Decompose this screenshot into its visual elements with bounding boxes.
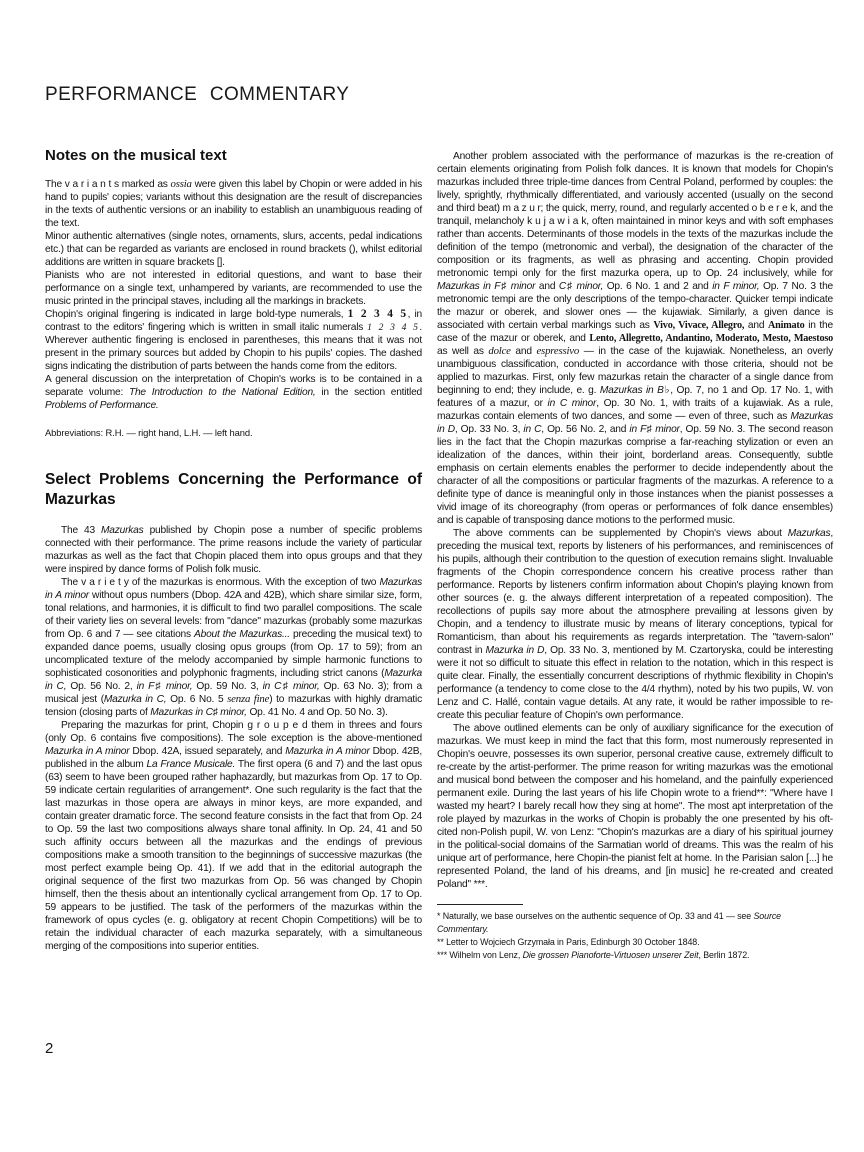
left-column — [45, 146, 422, 953]
text-segment: , Op. 30 No. 1, with traits of a kujawiak. As a rule, mazurkas contain elements of two dances, and some — even of three, such as — [437, 398, 833, 422]
styled-text-segment: in C♯ minor, — [262, 681, 320, 692]
paragraph — [45, 524, 422, 576]
text-segment: The 43 — [61, 525, 101, 536]
text-segment: in the case of the mazur or oberek, and — [437, 320, 833, 344]
text-segment: published by Chopin pose a number of specific problems connected with their performance. The prime reasons include the variety of particular mazurkas as well as the fact that Chopin placed them into opus groups and that they were inspired by dance forms of Polish folk music. — [45, 525, 422, 575]
styled-text-segment: Mazurkas in A minor — [45, 577, 422, 601]
styled-text-segment: in C — [523, 424, 542, 435]
styled-text-segment: Mazurka in C, — [45, 668, 422, 692]
text-segment: Op. 59 No. 3, — [192, 681, 263, 692]
text-segment: Dbop. 42B, published in the album — [45, 746, 422, 770]
paragraph — [437, 910, 833, 936]
mazurkas-section-body — [45, 524, 422, 953]
footnote-separator-rule — [437, 904, 523, 905]
styled-text-segment: Mazurkas in D — [437, 411, 833, 435]
styled-text-segment: Mazurkas in C♯ minor, — [150, 707, 247, 718]
text-segment: , Berlin 1872. — [698, 950, 750, 960]
styled-text-segment: Mazurka in C, — [103, 694, 167, 705]
text-segment: Minor authentic alternatives (single notes, ornaments, slurs, accents, pedal indications etc.) that can be regarded as variants are enclosed in round brackets (), whilst editorial additions are written in square brackets []. — [45, 231, 422, 268]
styled-text-segment: senza fine — [227, 693, 270, 705]
text-segment: , Op. 7, no 1 and Op. 17 No. 1, with features of a mazur, or — [437, 385, 833, 409]
text-segment: as well as — [437, 346, 489, 357]
paragraph — [45, 719, 422, 953]
styled-text-segment: espressivo — [536, 345, 580, 357]
text-segment: The first opera (6 and 7) and the last opus (63) seem to have been grouped rather haphazardly, but mazurkas from Op. 17 to Op. 59 indicate certain regularities of arrangement*. One such regularity is the fact that the last mazurkas in those opera are always in minor keys, are more expanded, and contain greater dramatic force. The second feature consists in the fact that from Op. 24 to Op. 59 the last two compositions always share tonal affinity. In Op. 24, 41 and 50 such affinity occurs between all the mazurkas and the endings of previous compositions make a smooth transition to the beginnings of successive mazurkas (the most perfect example being Op. 41). If we add that in the editorial autograph the original sequence of the first two mazurkas from Op. 56 was changed by Chopin himself, then the thesis about an intentionally cyclical arrangement from Op. 17 to Op. 59 appears to be justified. The task of the performers of the mazurkas within the framework of opus cycles (e. g. obligatory at recent Chopin Competitions) will be to retain the individual character of each mazurka separately, with a simultaneous merging of the compositions into superior entities. — [45, 759, 422, 952]
text-segment: preceding the musical text) to expanded dance poems, usually closing opus groups (from Op. 17 to 59); from an uncomplicated texture of the melody accompanied by simple harmonic functions to sophisticated cosonorities and polyphonic fragments, including strict canons ( — [45, 629, 422, 679]
right-column — [437, 150, 833, 962]
styled-text-segment: in C minor — [547, 398, 597, 409]
text-segment: were given this label by Chopin or were added in his hand to pupils' copies; variants without this designation are the result of discrepancies in the texts of authentic versions or an inability to establish an unambiguous reading of the text. — [45, 179, 423, 229]
styled-text-segment: Mazurka in D — [485, 645, 545, 656]
text-segment: The v a r i e t y of the mazurkas is enormous. With the exception of two — [61, 577, 380, 588]
text-segment: without opus numbers (Dbop. 42A and 42B), which share similar size, form, tonal relations, and harmonies, it is difficult to find two parallel compositions. The scale of their variety lies on several levels: from "dance" mazurkas (probably some mazurkas from Op. 6 and 7 — see citations — [45, 590, 422, 640]
text-segment: ) to mazurkas with highly dramatic tension (closing parts of — [45, 694, 422, 718]
styled-text-segment: Vivo, Vivace, Allegro, — [653, 320, 745, 331]
paragraph — [45, 178, 422, 230]
text-segment: and — [535, 281, 559, 292]
text-segment: A general discussion on the interpretation of Chopin's works is to be contained in a separate volume: — [45, 374, 422, 398]
styled-text-segment: Mazurka in A minor — [45, 746, 130, 757]
text-segment: The above comments can be supplemented by Chopin's views about — [453, 528, 788, 539]
styled-text-segment: Mazurka in A minor — [285, 746, 370, 757]
text-segment: Op. 6 No. 5 — [166, 694, 228, 705]
styled-text-segment: The Introduction to the National Edition, — [128, 387, 316, 398]
text-segment: Abbreviations: R.H. — right hand, L.H. — left hand. — [45, 427, 253, 438]
footnotes — [437, 910, 833, 962]
styled-text-segment: Mazurkas in F♯ minor — [437, 281, 536, 292]
text-segment: Op. 7 No. 3 the metronomic tempi are the only descriptions of the tempo-character. Quicker tempi indicate the mazur or oberek, and slower ones — the kujawiak. Similarly, a given dance is associated with certain verbal markings such as — [437, 281, 833, 331]
text-segment: , preceding the musical text, reports by listeners of his performances, and reminiscences of his pupils, although their contribution to the question of execution remains slight. Invaluable fragments of the Chopin correspondence concern his creative process rather than performance. Reports by listeners confirm information about Chopin's playing known from other sources (e. g. the always different interpretation of a repeated composition). The recollections of pupils say more about the atmosphere prevailing at lessons given by Chopin, and a tendency to illustrate music by means of literary conceptions, typical for Romanticism, than about his requirements as regards interpretation. The "tavern-salon" contrast in — [437, 528, 833, 656]
text-segment: Preparing the mazurkas for print, Chopin g r o u p e d them in threes and fours (only Op. 6 contains five compositions). The sole exception is the above-mentioned — [45, 720, 422, 744]
paragraph — [45, 576, 422, 719]
paragraph — [437, 722, 833, 891]
paragraph — [437, 936, 833, 949]
page-title: PERFORMANCE COMMENTARY — [45, 84, 350, 105]
text-segment: Pianists who are not interested in editorial questions, and want to base their performance on a single text, unhampered by variants, are recommended to use the music printed in the principal staves, including all the markings in brackets. — [45, 270, 422, 307]
paragraph — [45, 373, 422, 412]
paragraph — [45, 230, 422, 269]
styled-text-segment: 1 2 3 4 5 — [347, 308, 408, 320]
text-segment: Op. 56 No. 2, — [66, 681, 137, 692]
paragraph — [45, 308, 422, 373]
text-segment: Op. 6 No. 1 and 2 and — [603, 281, 713, 292]
styled-text-segment: C♯ minor, — [558, 281, 604, 292]
right-column-body — [437, 150, 833, 891]
text-segment: Op. 41 No. 4 and Op. 50 No. 3). — [246, 707, 388, 718]
text-segment: Op. 63 No. 3); from a musical jest ( — [45, 681, 423, 705]
section-heading-notes: Notes on the musical text — [45, 147, 227, 164]
styled-text-segment: La France Musicale. — [146, 759, 236, 770]
styled-text-segment: Mazurkas — [100, 525, 144, 536]
text-segment: , Op. 59 No. 3. The second reason lies in the fact that the Chopin mazurkas comprise a far-reaching stylization or even an idealization of the dances, within their joint, borderland areas. Consequently, subtle emphasis on certain elements enables the performer to decide independently about the character of all the compositions or particular fragments of the mazurkas. A reference to a definite type of dance is meaningful only in those instances when the pianist possesses a vivid image of its choreography (from operas or performances of folk dance ensembles) and is capable of transposing dance motions to the performed music. — [437, 424, 833, 526]
styled-text-segment: About the Mazurkas... — [194, 629, 290, 640]
text-segment: Chopin's original fingering is indicated in large bold-type numerals, — [45, 309, 348, 320]
text-segment: and — [510, 346, 537, 357]
text-segment: and — [744, 320, 768, 331]
abbreviations-note — [45, 426, 422, 439]
styled-text-segment: Source Commentary. — [437, 911, 781, 934]
text-segment: The above outlined elements can be only of auxiliary significance for the execution of mazurkas. We must keep in mind the fact that this form, most numerously represented in Chopin's oeuvre, possesses its own superior, personal creative cause, extremely difficult to re-create by the artist-performer. The prime reason for writing mazurkas was the emotional and musical bond between the composer and his homeland, and the painfully experienced permanent exile. During the last years of his life Chopin wrote to a friend**: "Where have I wasted my heart? I barely recall how they sing at home". The most apt interpretation of the role played by mazurkas in the works of Chopin is probably the one presented by his oft-cited non-Polish pupil, W. von Lenz: "Chopin's mazurkas are a diary of his spiritual journey in the political-social domains of the Sarmatian world of dreams. This was the realm of his unique art of performance, here Chopin-the pianist felt at home. In the Parisian salon [...] he represented Poland, the land of his dreams, and [in music] he re-created and created Poland" ***. — [437, 723, 833, 890]
text-segment: The v a r i a n t s marked as — [45, 179, 171, 190]
text-segment: — in the case of the kujawiak. Nonetheless, an overly unambiguous classification, conducted in accordance with those criteria, should not be applied to mazurkas. First, only few mazurkas retain the character of a single dance from beginning to end; they include, e. g. — [437, 346, 833, 396]
text-segment: * Naturally, we base ourselves on the authentic sequence of Op. 33 and 41 — see — [437, 911, 754, 921]
paragraph — [437, 949, 833, 962]
styled-text-segment: Die grossen Pianoforte-Virtuosen unserer Zeit — [522, 950, 699, 960]
styled-text-segment: in F♯ minor, — [136, 681, 193, 692]
styled-text-segment: dolce — [488, 345, 511, 357]
styled-text-segment: in F minor, — [712, 281, 760, 292]
paragraph — [437, 527, 833, 722]
notes-section-body — [45, 178, 422, 412]
styled-text-segment: Animato — [767, 320, 805, 331]
text-segment: ** Letter to Wojciech Grzymała in Paris, Edinburgh 30 October 1848. — [437, 937, 700, 947]
text-segment: . Wherever authentic fingering is enclosed in parentheses, this means that it was not present in the primary sources but added by Chopin to his pupils' copies. The dashed signs indicating the distribution of parts between the hands come from the editors. — [45, 322, 422, 372]
text-segment: in the section entitled — [315, 387, 422, 398]
styled-text-segment: Mazurkas — [787, 528, 831, 539]
page-number: 2 — [45, 1040, 54, 1057]
text-segment: , in contrast to the editors' fingering which is written in small italic numerals — [45, 309, 422, 333]
text-segment: *** Wilhelm von Lenz, — [437, 950, 523, 960]
styled-text-segment: Problems of Performance. — [45, 400, 159, 411]
styled-text-segment: ossia — [170, 178, 192, 190]
paragraph — [437, 150, 833, 527]
text-segment: , Op. 33 No. 3, mentioned by M. Czartoryska, could be interesting were it not so difficult to situate this effect in relation to the notation, which in this respect is quite clear. Finally, the essentially concurrent descriptions of rhythmic flexibility in Chopin's performance (a tendency to come close to the 4/4 rhythm), noted by his two pupils, W. von Lenz and C. Hallé, contain vague details. At any rate, it would be rather impossible to re-create this peculiar feature of Chopin's own performance. — [437, 645, 833, 721]
styled-text-segment: 1 2 3 4 5 — [367, 322, 420, 333]
text-segment: Dbop. 42A, issued separately, and — [129, 746, 286, 757]
styled-text-segment: Mazurkas in B♭ — [599, 385, 671, 396]
section-heading-mazurkas: Select Problems Concerning the Performance of Mazurkas — [45, 471, 422, 508]
text-segment: , Op. 33 No. 3, — [454, 424, 524, 435]
styled-text-segment: in F♯ minor — [629, 424, 680, 435]
paragraph — [45, 269, 422, 308]
text-segment: , Op. 56 No. 2, and — [541, 424, 630, 435]
styled-text-segment: Lento, Allegretto, Andantino, Moderato, Mesto, Maestoso — [589, 333, 833, 344]
text-segment: Another problem associated with the performance of mazurkas is the re-creation of certain elements originating from Polish folk dances. It is known that models for Chopin's mazurkas included three triple-time dances from Central Poland, performed by couples: the lively, sprightly, rhythmically differentiated, and variously accented (usually on the second and third beat) m a z u r; the quick, merry, round, and regularly accented o b e r e k, and the tranquil, melancholy k u j a w i a k, often maintained in minor keys and with soft emphases rather than accents. Determinants of those models in the texts of the mazurkas include the definition of the tempo (metronomic and verbal), the designation of the character of the composition or its fragments, as well as phrasing and accenting. Chopin provided metronomic tempi only for the first mazurka opera, up to Op. 24 inclusively, while for — [437, 151, 833, 279]
